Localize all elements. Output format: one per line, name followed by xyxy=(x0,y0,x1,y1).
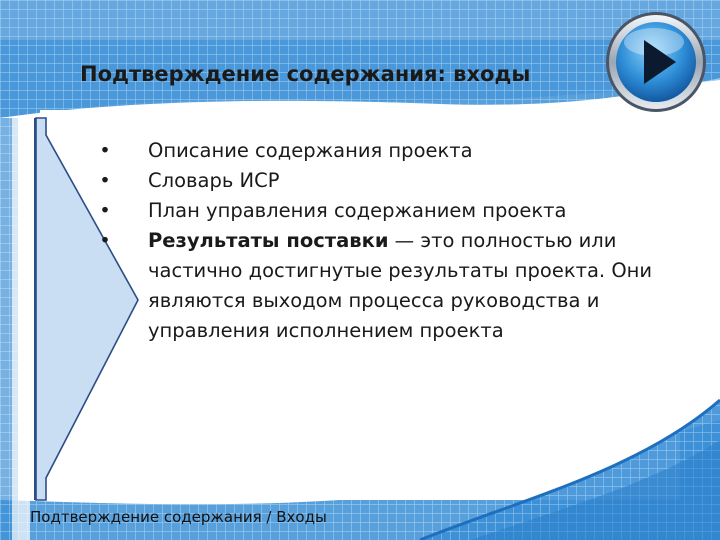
bullet-marker: • xyxy=(99,199,111,222)
slide-footer: Подтверждение содержания / Входы xyxy=(30,508,327,526)
bullet-list xyxy=(98,136,668,346)
list-item xyxy=(98,136,668,166)
slide-title: Подтверждение содержания: входы xyxy=(80,62,531,86)
bullet-bold-term: Результаты поставки xyxy=(148,229,389,252)
bullet-text: План управления содержанием проекта xyxy=(148,199,567,222)
list-item xyxy=(98,226,668,346)
list-item xyxy=(98,196,668,226)
play-icon[interactable] xyxy=(604,10,708,114)
bullet-text: — это полностью или частично достигнутые результаты проекта. Они являются выходом процесса руководства и управления исполнением проекта xyxy=(148,229,653,342)
list-item xyxy=(98,166,668,196)
bullet-marker: • xyxy=(99,139,111,162)
bullet-marker: • xyxy=(99,169,111,192)
bullet-text: Описание содержания проекта xyxy=(148,139,473,162)
bullet-marker: • xyxy=(99,229,111,252)
bullet-text: Словарь ИСР xyxy=(148,169,280,192)
